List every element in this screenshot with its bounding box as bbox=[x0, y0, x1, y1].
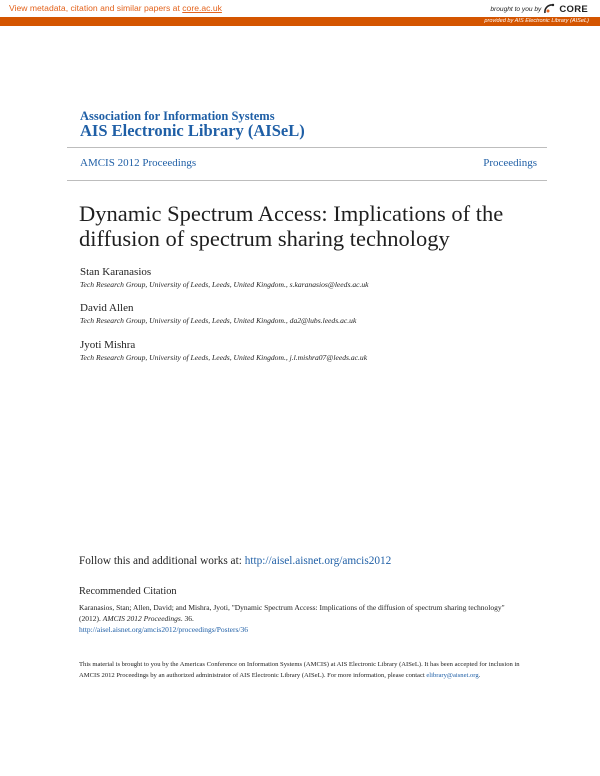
recommended-citation-heading: Recommended Citation bbox=[79, 586, 177, 597]
header-divider-bottom bbox=[67, 180, 547, 181]
core-logo-word: CORE bbox=[559, 3, 588, 15]
contact-email-link[interactable]: elibrary@aisnet.org bbox=[426, 671, 479, 679]
author-affiliation: Tech Research Group, University of Leeds, Leeds, United Kingdom., da2@lubs.leeds.ac.uk bbox=[80, 316, 357, 325]
core-link-text: View metadata, citation and similar papers at bbox=[9, 3, 183, 13]
paper-title: Dynamic Spectrum Access: Implications of the diffusion of spectrum sharing technology bbox=[79, 201, 504, 251]
follow-line bbox=[79, 555, 391, 567]
core-domain-link[interactable]: core.ac.uk bbox=[182, 3, 222, 13]
follow-link[interactable]: http://aisel.aisnet.org/amcis2012 bbox=[244, 555, 392, 567]
core-provided-text: provided by AIS Electronic Library (AISeL) bbox=[484, 18, 589, 24]
author-name: Jyoti Mishra bbox=[80, 339, 136, 351]
author-name: David Allen bbox=[80, 302, 134, 314]
library-name[interactable]: AIS Electronic Library (AISeL) bbox=[80, 121, 305, 140]
notice-end: . bbox=[478, 671, 481, 679]
core-logo-icon bbox=[544, 3, 556, 16]
proceedings-link[interactable]: Proceedings bbox=[483, 157, 537, 169]
citation-body: Karanasios, Stan; Allen, David; and Mishra, Jyoti, "Dynamic Spectrum Access: Implications of the diffusion of spectrum sharing technology" (2012). bbox=[79, 603, 505, 623]
access-notice bbox=[79, 660, 529, 681]
author-affiliation: Tech Research Group, University of Leeds, Leeds, United Kingdom., j.l.mishra07@leeds.ac.uk bbox=[80, 353, 368, 362]
brought-text: brought to you by bbox=[490, 5, 542, 13]
follow-text: Follow this and additional works at: bbox=[79, 555, 245, 567]
citation-number: . 36. bbox=[180, 614, 194, 623]
core-brought-by[interactable] bbox=[490, 2, 588, 16]
citation-venue: AMCIS 2012 Proceedings bbox=[102, 614, 181, 623]
citation-text bbox=[79, 602, 519, 635]
proceedings-link-amcis[interactable]: AMCIS 2012 Proceedings bbox=[80, 157, 197, 169]
author-name: Stan Karanasios bbox=[80, 266, 152, 278]
core-metadata-link[interactable] bbox=[9, 3, 222, 13]
citation-link[interactable]: http://aisel.aisnet.org/amcis2012/proceedings/Posters/36 bbox=[79, 625, 249, 634]
association-name[interactable]: Association for Information Systems bbox=[80, 109, 275, 123]
header-divider-top bbox=[67, 147, 547, 148]
notice-text: This material is brought to you by the Americas Conference on Information Systems (AMCIS) at AIS Electronic Library (AISeL). It has been accepted for inclusion in AMCIS 2012 Proceedings by an authorized administrator of AIS Electronic Library (AISeL). For more information, please contact bbox=[79, 661, 520, 679]
author-affiliation: Tech Research Group, University of Leeds, Leeds, United Kingdom., s.karanasios@leeds.ac.uk bbox=[80, 280, 369, 289]
